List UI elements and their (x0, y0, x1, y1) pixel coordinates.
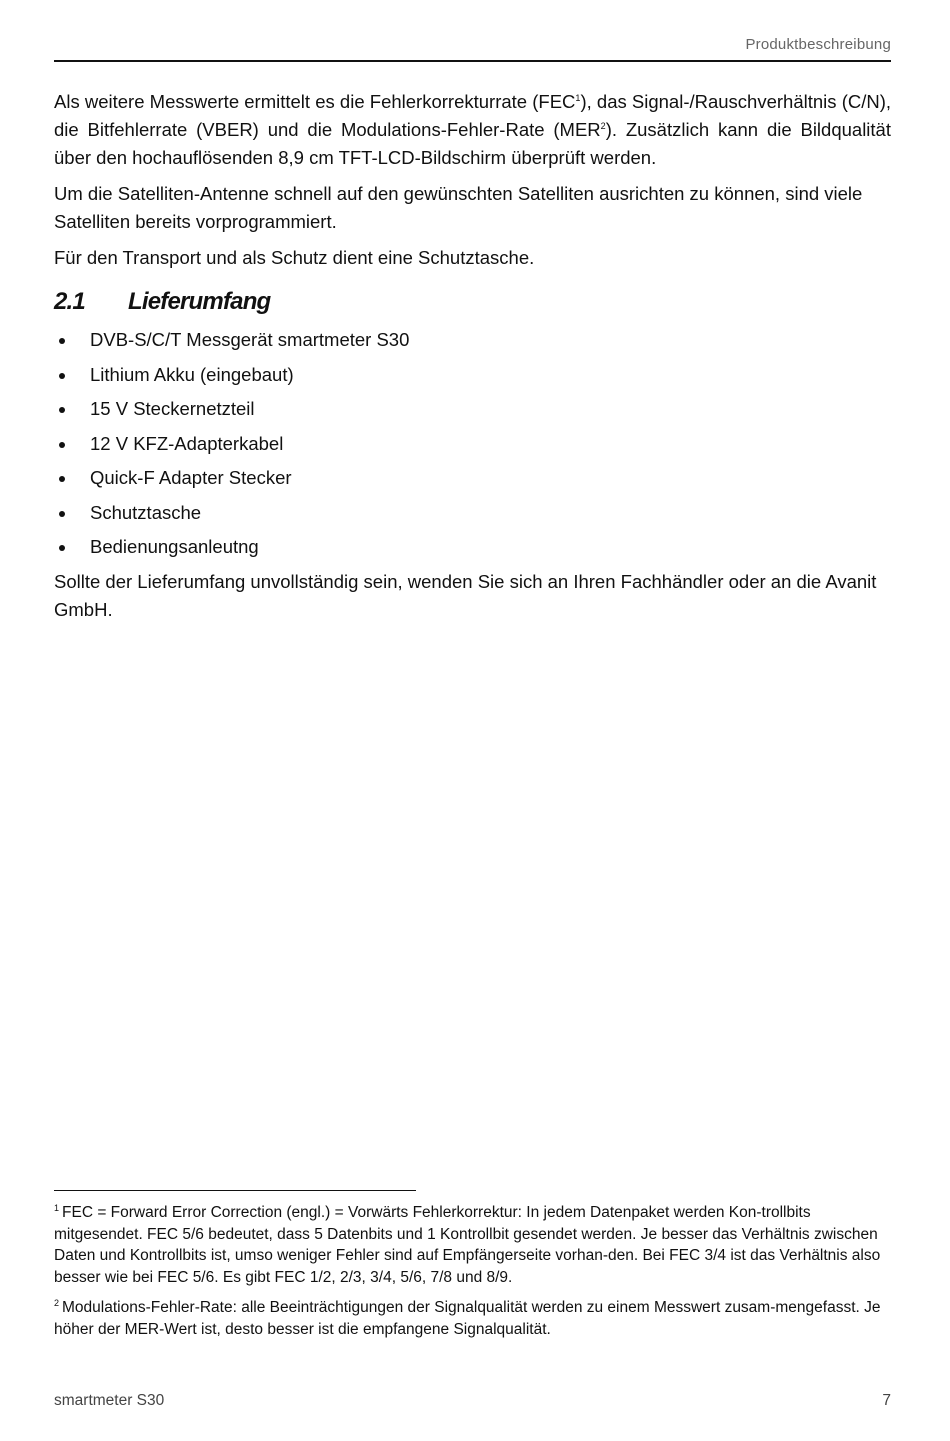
list-item: Lithium Akku (eingebaut) (54, 361, 891, 389)
footnote-rule (54, 1190, 416, 1191)
bullet-icon (59, 338, 65, 344)
main-content (54, 88, 891, 632)
footnote-ref-1[interactable]: 1 (575, 92, 581, 103)
footnote-mark: 1 (54, 1202, 60, 1213)
section-number: 2.1 (54, 288, 85, 315)
bullet-icon (59, 373, 65, 379)
footnote-1: $^1$ FEC = Forward Error Correction (engl.) = Vorwärts Fehlerkorrektur: In jedem Datenpaket werden Kon-trollbits mitgesendet. FEC 5/6 bedeutet, dass 5 Datenbits und 1 Kontrollbit gesendet werden. Je besser das Verhältnis zwischen Daten und Kontrollbits ist, umso weniger Fehler sind auf Empfängerseite vorhan-den. Bei FEC 3/4 ist das Verhältnis also besser wie bei FEC 5/6. Es gibt FEC 1/2, 2/3, 3/4, 5/6, 7/8 und 8/9. (54, 1202, 881, 1286)
footnote-ref-2[interactable]: 2 (600, 120, 606, 131)
bullet-icon (59, 476, 65, 482)
bullet-icon (59, 511, 65, 517)
footnote-mark: 2 (54, 1297, 60, 1308)
delivery-list (54, 326, 891, 561)
list-item: Bedienungsanleutng (54, 533, 891, 561)
section-title: Lieferumfang (128, 288, 271, 315)
paragraph-satellites: Um die Satelliten-Antenne schnell auf den gewünschten Satelliten ausrichten zu können, sind viele Satelliten bereits vorprogrammiert. (54, 183, 863, 232)
list-item: 15 V Steckernetzteil (54, 395, 891, 423)
page-number: 7 (882, 1392, 891, 1409)
list-item: Schutztasche (54, 499, 891, 527)
footnote-2: $^2$ Modulations-Fehler-Rate: alle Beeinträchtigungen der Signalqualität werden zu einem Messwert zusam-mengefasst. Je höher der MER-Wert ist, desto besser ist die empfangene Signalqualität. (54, 1297, 881, 1338)
paragraph-transport: Für den Transport und als Schutz dient eine Schutztasche. (54, 247, 535, 268)
bullet-icon (59, 407, 65, 413)
bullet-icon (59, 442, 65, 448)
section-heading (54, 286, 891, 318)
list-item: DVB-S/C/T Messgerät smartmeter S30 (54, 326, 891, 354)
footer-product: smartmeter S30 (54, 1392, 165, 1409)
list-item: Quick-F Adapter Stecker (54, 464, 891, 492)
header-rule (54, 60, 891, 62)
bullet-icon (59, 545, 65, 551)
paragraph-incomplete-delivery: Sollte der Lieferumfang unvollständig sein, wenden Sie sich an Ihren Fachhändler oder an die Avanit GmbH. (54, 570, 877, 620)
paragraph-measurements: Als weitere Messwerte ermittelt es die Fehlerkorrekturrate (FEC$^1$), das Signal-/Rauschverhältnis (C/N), die Bitfehlerrate (VBER) und die Modulations-Fehler-Rate (MER$^2$). Zusätzlich kann die Bildqualität über den hochauflösenden 8,9 cm TFT-LCD-Bildschirm überprüft werden. (54, 91, 892, 168)
running-header: Produktbeschreibung (745, 36, 891, 53)
footnotes (54, 1202, 891, 1349)
list-item: 12 V KFZ-Adapterkabel (54, 430, 891, 458)
